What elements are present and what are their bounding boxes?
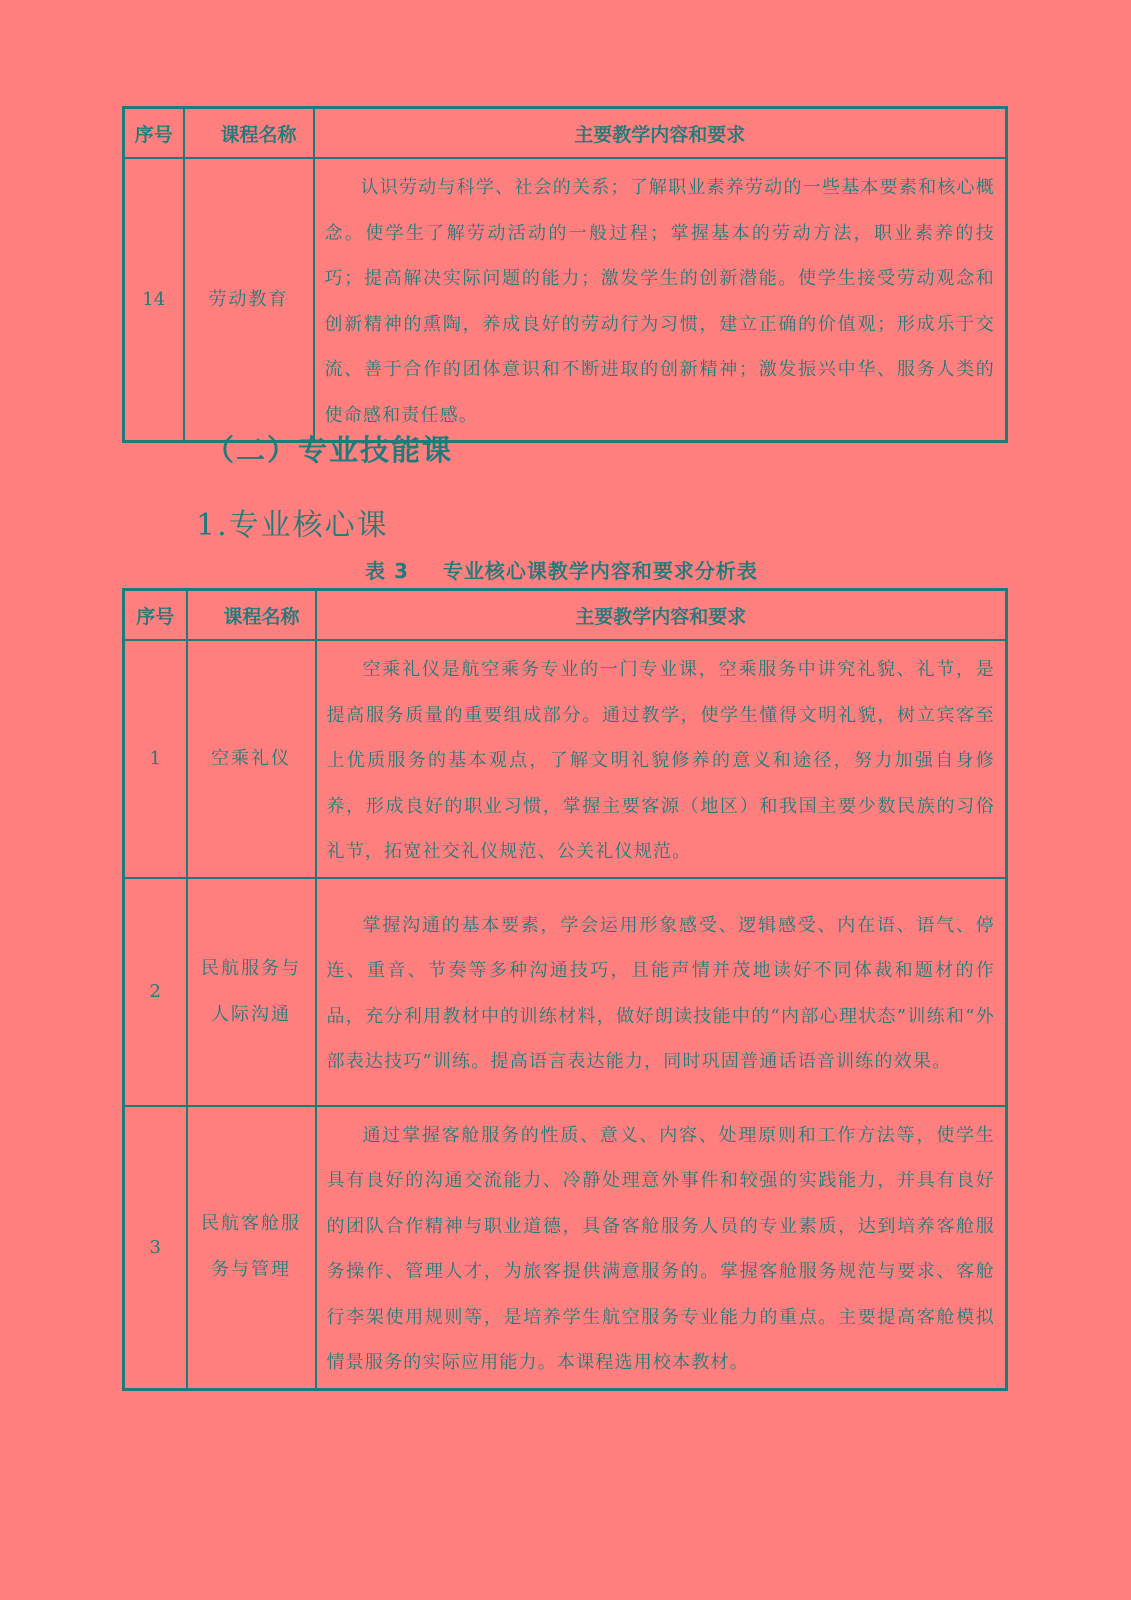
table-caption-title: 专业核心课教学内容和要求分析表 [442, 559, 758, 583]
header-no: 序号 [124, 108, 184, 159]
course-name: 空乘礼仪 [187, 640, 316, 878]
row-number: 14 [124, 158, 184, 442]
core-course-table [122, 588, 1008, 1391]
course-table-continued [122, 106, 1008, 443]
table-header-row [124, 108, 1007, 159]
course-content [314, 158, 1007, 442]
table-row [124, 1106, 1007, 1390]
table-caption-number: 表 3 [365, 559, 409, 583]
header-content: 主要教学内容和要求 [316, 590, 1007, 641]
section-heading: （二）专业技能课 [205, 433, 454, 467]
course-content-text: 掌握沟通的基本要素，学会运用形象感受、逻辑感受、内在语、语气、停连、重音、节奏等多种沟通技巧，且能声情并茂地读好不同体裁和题材的作品，充分利用教材中的训练材料，做好朗读技能中的“内部心理状态”训练和“外部表达技巧”训练。提高语言表达能力，同时巩固普通话语音训练的效果。 [326, 914, 995, 1072]
table-caption [365, 555, 758, 584]
row-number: 3 [124, 1106, 187, 1390]
header-content: 主要教学内容和要求 [314, 108, 1007, 159]
row-number: 1 [124, 640, 187, 878]
course-name: 劳动教育 [184, 158, 314, 442]
course-content [316, 878, 1007, 1106]
course-content-text: 认识劳动与科学、社会的关系；了解职业素养劳动的一些基本要素和核心概念。使学生了解劳动活动的一般过程；掌握基本的劳动方法，职业素养的技巧；提高解决实际问题的能力；激发学生的创新潜能。使学生接受劳动观念和创新精神的熏陶，养成良好的劳动行为习惯，建立正确的价值观；形成乐于交流、善于合作的团体意识和不断进取的创新精神；激发振兴中华、服务人类的使命感和责任感。 [324, 177, 995, 426]
course-name: 民航客舱服务与管理 [187, 1106, 316, 1390]
table-row [124, 158, 1007, 442]
subsection-heading: 1.专业核心课 [196, 508, 389, 543]
table-row [124, 640, 1007, 878]
header-no: 序号 [124, 590, 187, 641]
header-course-name: 课程名称 [187, 590, 316, 641]
table-header-row [124, 590, 1007, 641]
table-row [124, 878, 1007, 1106]
course-content [316, 640, 1007, 878]
course-content-text: 通过掌握客舱服务的性质、意义、内容、处理原则和工作方法等，使学生具有良好的沟通交流能力、冷静处理意外事件和较强的实践能力，并具有良好的团队合作精神与职业道德，具备客舱服务人员的专业素质，达到培养客舱服务操作、管理人才，为旅客提供满意服务的。掌握客舱服务规范与要求、客舱行李架使用规则等，是培养学生航空服务专业能力的重点。主要提高客舱模拟情景服务的实际应用能力。本课程选用校本教材。 [326, 1124, 995, 1373]
course-content-text: 空乘礼仪是航空乘务专业的一门专业课，空乘服务中讲究礼貌、礼节，是提高服务质量的重要组成部分。通过教学，使学生懂得文明礼貌，树立宾客至上优质服务的基本观点，了解文明礼貌修养的意义和途径，努力加强自身修养，形成良好的职业习惯，掌握主要客源（地区）和我国主要少数民族的习俗礼节，拓宽社交礼仪规范、公关礼仪规范。 [326, 659, 995, 862]
row-number: 2 [124, 878, 187, 1106]
header-course-name: 课程名称 [184, 108, 314, 159]
course-content [316, 1106, 1007, 1390]
course-name: 民航服务与人际沟通 [187, 878, 316, 1106]
